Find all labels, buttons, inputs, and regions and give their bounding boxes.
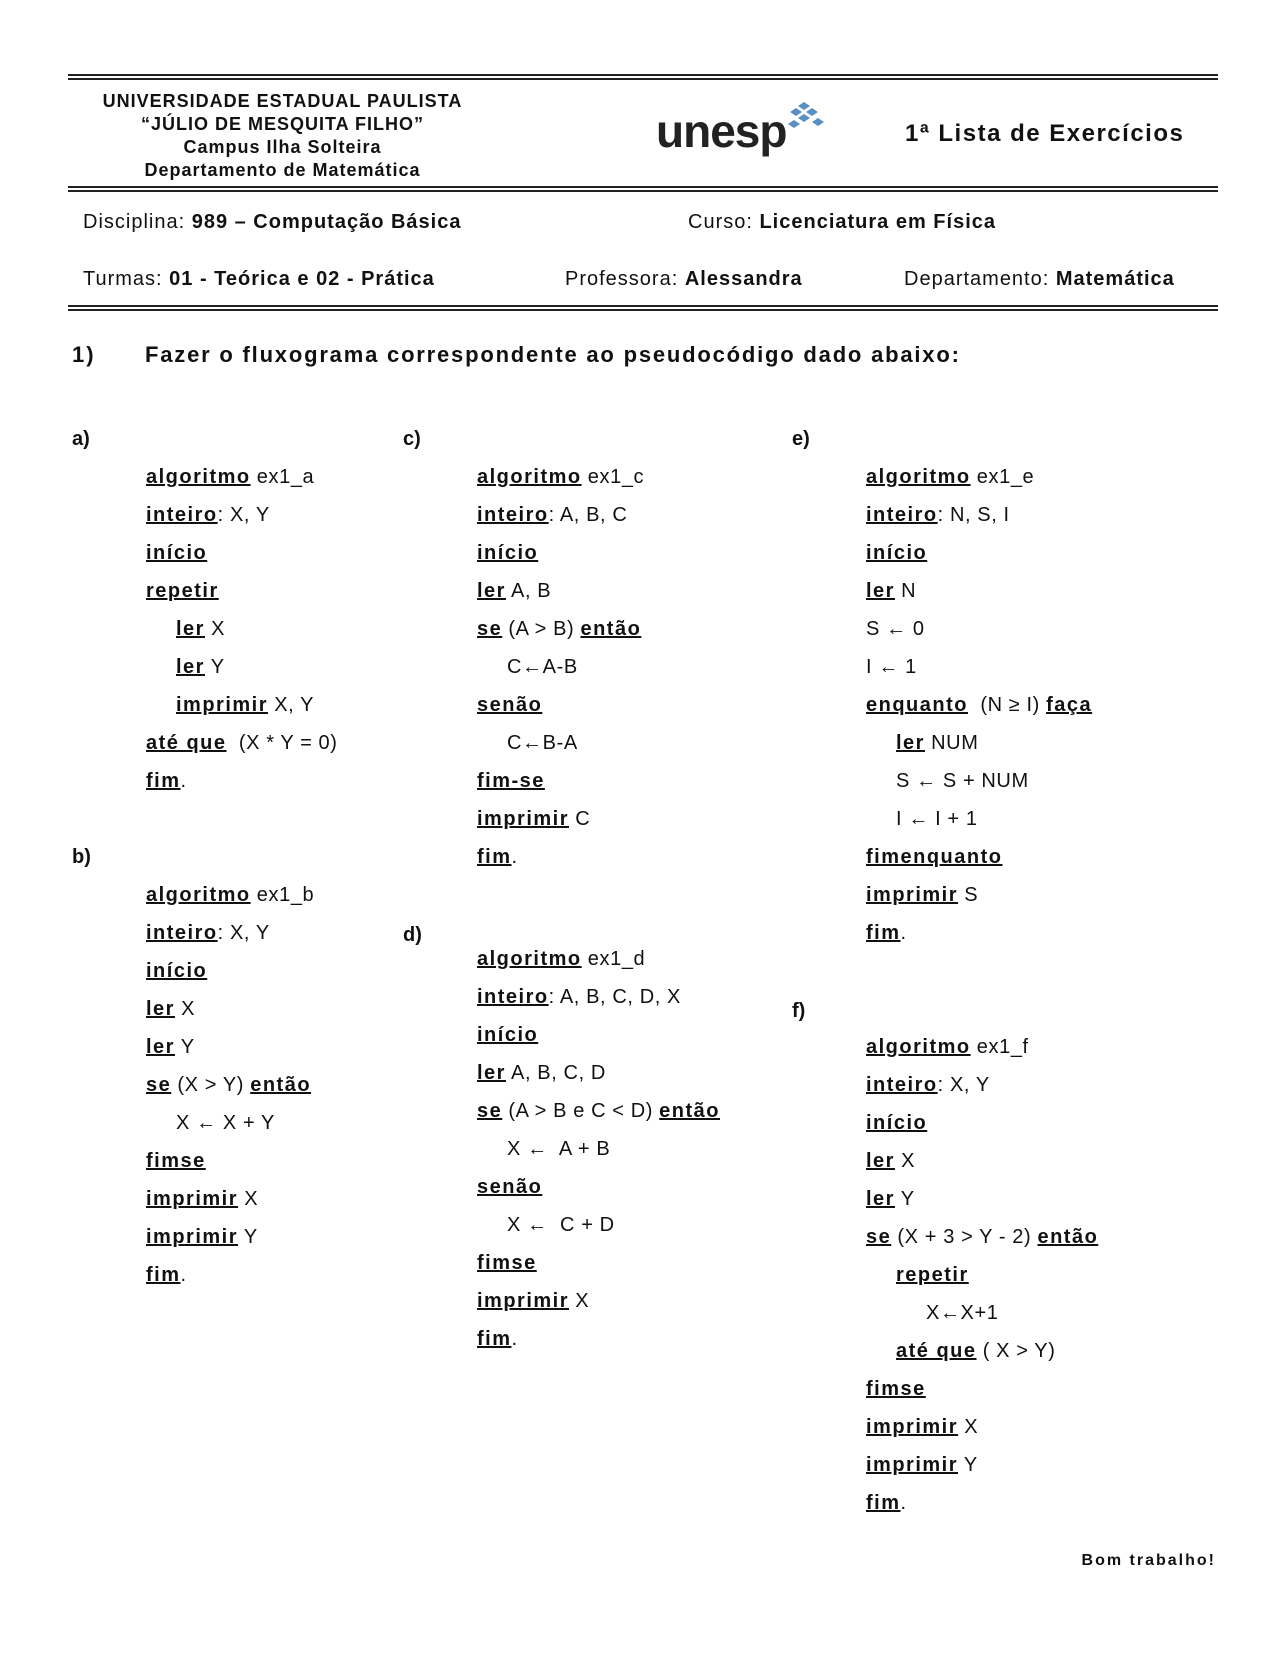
code-keyword: algoritmo [477,466,582,488]
code-line [146,580,219,603]
code-line [477,580,551,603]
code-line [866,1150,915,1173]
code-line [866,1074,990,1097]
code-line [477,504,627,527]
code-text: X [958,1416,979,1438]
code-line [866,1188,915,1211]
exercise-d-label: d) [403,924,422,946]
code-line [146,1226,258,1249]
code-keyword: algoritmo [146,884,251,906]
code-keyword: imprimir [866,1454,959,1476]
code-text: . [180,1264,187,1286]
code-line [477,846,518,869]
departamento-value: Matemática [1055,268,1175,290]
logo-emblem-icon [784,102,824,136]
code-keyword: inteiro [866,504,938,526]
code-text: Y [238,1226,258,1248]
header-bottom-rule [68,186,1218,192]
code-keyword: se [866,1226,892,1248]
curso-value: Licenciatura em Física [759,211,997,233]
code-line [477,1252,537,1275]
code-keyword: repetir [146,580,219,602]
code-line [507,656,578,679]
exercise-f-label: f) [792,1000,806,1022]
code-keyword: ler [176,656,205,678]
question-number: 1) [72,342,96,367]
code-text: X [204,618,226,640]
disciplina-field [83,211,461,234]
code-text: S ← S + NUM [896,770,1029,792]
code-keyword: inteiro [477,986,549,1008]
code-text: : X, Y [217,922,270,944]
code-line [896,732,978,755]
unesp-logo [656,104,786,158]
code-keyword: inteiro [146,504,218,526]
code-keyword: imprimir [477,1290,570,1312]
code-text: ex1_a [250,466,315,488]
code-line [507,1138,610,1161]
code-text: X ← C + D [507,1214,615,1236]
code-text: A, B [505,580,552,602]
code-line [866,922,907,945]
code-keyword: fim [146,1264,181,1286]
code-line [176,618,225,641]
code-text: ex1_e [970,466,1035,488]
code-line [866,1492,907,1515]
code-keyword: fimse [146,1150,206,1172]
code-text: X [174,998,196,1020]
code-keyword: inteiro [477,504,549,526]
code-keyword: imprimir [866,884,959,906]
code-text: X, Y [268,694,315,716]
turmas-label: Turmas: [83,268,170,290]
code-line [176,694,314,717]
code-line [926,1302,998,1325]
code-keyword: se [477,1100,503,1122]
code-line [866,656,917,679]
code-line [146,504,270,527]
code-text: (N ≥ I) [968,694,1047,716]
code-line [146,1264,187,1287]
code-keyword: início [146,960,208,982]
code-line [866,1416,978,1439]
code-text: C←B-A [507,732,578,754]
code-line [477,1290,589,1313]
curso-field [688,211,996,234]
code-line [896,1264,969,1287]
code-keyword: então [580,618,642,640]
question-text: Fazer o fluxograma correspondente ao pseudocódigo dado abaixo: [145,342,961,367]
code-keyword: ler [866,1188,895,1210]
code-line [866,1378,926,1401]
code-text: X [238,1188,259,1210]
code-text: . [180,770,187,792]
professora-field [565,268,803,291]
code-line [477,1024,538,1047]
code-keyword: algoritmo [866,466,971,488]
code-text: ex1_c [581,466,645,488]
code-keyword: ler [477,580,506,602]
code-keyword: fimenquanto [866,846,1003,868]
code-keyword: se [477,618,503,640]
code-keyword: algoritmo [866,1036,971,1058]
code-text: I ← I + 1 [896,808,978,830]
code-keyword: senão [477,694,543,716]
code-line [146,732,338,755]
code-text: S ← 0 [866,618,925,640]
campus-name: Campus Ilha Solteira [183,137,382,157]
code-keyword: fim-se [477,770,545,792]
code-line [146,1074,311,1097]
code-keyword: fim [146,770,181,792]
code-keyword: início [146,542,208,564]
code-line [146,1150,206,1173]
disciplina-value: 989 – Computação Básica [191,211,462,233]
code-text: . [900,922,907,944]
code-text: . [511,1328,518,1350]
code-line [176,656,225,679]
code-line [507,1214,615,1237]
code-line [477,986,681,1009]
departamento-label: Departamento: [904,268,1056,290]
exercise-a-label: a) [72,428,90,450]
code-text: : A, B, C, D, X [548,986,681,1008]
code-text: Y [174,1036,195,1058]
code-keyword: ler [477,1062,506,1084]
code-keyword: imprimir [477,808,570,830]
code-line [866,846,1003,869]
code-line [146,466,314,489]
code-keyword: imprimir [146,1188,239,1210]
code-line [477,466,644,489]
code-text: ex1_b [250,884,315,906]
code-keyword: até que [146,732,227,754]
code-line [896,808,978,831]
code-text: . [511,846,518,868]
exercise-e-label: e) [792,428,810,450]
departamento-field [904,268,1175,291]
code-keyword: início [866,1112,928,1134]
code-line [146,922,270,945]
university-block [100,90,465,182]
code-line [866,1112,927,1135]
code-line [866,884,978,907]
code-keyword: imprimir [176,694,269,716]
code-line [866,618,925,641]
code-line [866,1036,1029,1059]
code-line [146,960,207,983]
code-line [477,694,542,717]
code-line [866,542,927,565]
code-line [146,884,314,907]
exercise-b-label: b) [72,846,91,868]
university-name: UNIVERSIDADE ESTADUAL PAULISTA [102,91,463,111]
code-keyword: então [1037,1226,1099,1248]
university-subtitle: “JÚLIO DE MESQUITA FILHO” [140,114,424,134]
code-keyword: então [250,1074,312,1096]
code-keyword: faça [1046,694,1093,716]
code-text: S [958,884,979,906]
code-line [507,732,578,755]
code-keyword: fimse [477,1252,537,1274]
professora-value: Alessandra [684,268,803,290]
code-keyword: início [477,542,539,564]
code-keyword: imprimir [146,1226,239,1248]
code-line [866,504,1010,527]
code-text: . [900,1492,907,1514]
code-text: : N, S, I [937,504,1010,526]
code-keyword: algoritmo [477,948,582,970]
code-text: X [569,1290,590,1312]
code-keyword: enquanto [866,694,968,716]
code-text: C [569,808,591,830]
code-text: X←X+1 [926,1302,999,1324]
code-text: (X + 3 > Y - 2) [891,1226,1038,1248]
code-line [477,770,545,793]
code-line [176,1112,275,1135]
code-line [866,694,1092,717]
code-line [146,770,187,793]
professora-label: Professora: [565,268,685,290]
code-keyword: inteiro [866,1074,938,1096]
code-keyword: ler [896,732,925,754]
code-keyword: fim [477,846,512,868]
code-line [477,542,538,565]
code-keyword: ler [146,998,175,1020]
code-keyword: imprimir [866,1416,959,1438]
list-title: 1ª Lista de Exercícios [905,120,1185,147]
code-text: X [894,1150,916,1172]
code-line [477,1100,720,1123]
code-keyword: até que [896,1340,977,1362]
code-text: Y [204,656,225,678]
code-line [866,1454,978,1477]
code-keyword: inteiro [146,922,218,944]
info-bottom-rule [68,305,1218,311]
curso-label: Curso: [688,211,760,233]
code-text: A, B, C, D [505,1062,606,1084]
code-line [477,808,590,831]
code-line [866,1226,1098,1249]
code-text: (X * Y = 0) [226,732,338,754]
code-text: Y [894,1188,915,1210]
logo-text: unesp [656,105,787,157]
code-text: ex1_d [581,948,646,970]
turmas-value: 01 - Teórica e 02 - Prática [169,268,435,290]
code-text: N [894,580,917,602]
code-text: ex1_f [970,1036,1029,1058]
code-text: (A > B) [502,618,581,640]
code-line [146,1036,195,1059]
code-keyword: fim [477,1328,512,1350]
code-keyword: repetir [896,1264,969,1286]
code-line [477,948,645,971]
code-line [477,618,641,641]
code-text: Y [958,1454,978,1476]
code-text: : A, B, C [548,504,628,526]
code-keyword: ler [866,1150,895,1172]
code-line [146,998,195,1021]
code-keyword: ler [176,618,205,640]
code-text: : X, Y [937,1074,990,1096]
code-line [896,1340,1055,1363]
header-top-rule [68,74,1218,80]
code-keyword: início [866,542,928,564]
code-keyword: se [146,1074,172,1096]
code-text: I ← 1 [866,656,917,678]
exercise-c-label: c) [403,428,421,450]
code-text: ( X > Y) [976,1340,1056,1362]
code-line [477,1328,518,1351]
code-text: X ← A + B [507,1138,611,1160]
code-text: (A > B e C < D) [502,1100,660,1122]
code-keyword: fim [866,1492,901,1514]
code-line [896,770,1029,793]
department-name: Departamento de Matemática [144,160,421,180]
code-text: C←A-B [507,656,578,678]
turmas-field [83,268,435,291]
code-line [866,466,1034,489]
code-keyword: ler [866,580,895,602]
code-text: (X > Y) [171,1074,251,1096]
code-keyword: fimse [866,1378,926,1400]
code-keyword: então [659,1100,721,1122]
code-keyword: ler [146,1036,175,1058]
code-keyword: fim [866,922,901,944]
code-keyword: senão [477,1176,543,1198]
code-text: NUM [924,732,979,754]
closing-note: Bom trabalho! [1081,1552,1216,1569]
code-text: X ← X + Y [176,1112,275,1134]
disciplina-label: Disciplina: [83,211,192,233]
code-keyword: algoritmo [146,466,251,488]
code-line [866,580,916,603]
code-line [146,1188,258,1211]
code-text: : X, Y [217,504,270,526]
code-line [477,1176,542,1199]
code-line [477,1062,606,1085]
code-keyword: início [477,1024,539,1046]
code-line [146,542,207,565]
